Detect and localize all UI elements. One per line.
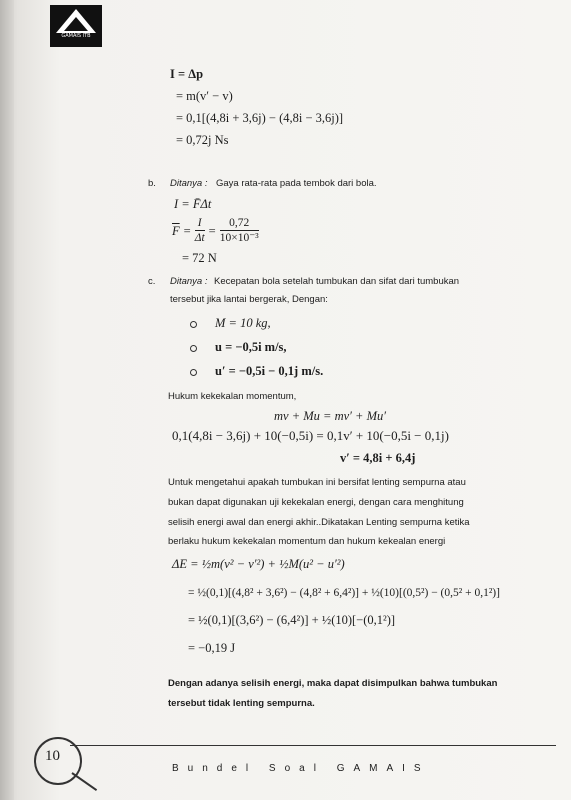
paragraph-line: berlaku hukum kekekalan momentum dan hukum kekealan energi [168,536,446,547]
paragraph-line: Untuk mengetahui apakah tumbukan ini bersifat lenting sempurna atau [168,477,466,488]
energy-eq-2: = ½(0,1)[(4,8² + 3,6²) − (4,8² + 6,4²)] + ½(10)[(0,5²) − (0,5² + 0,1²)] [188,587,500,599]
momentum-substitution: 0,1(4,8i − 3,6j) + 10(−0,5i) = 0,1v′ + 10(−0,5i − 0,1j) [172,428,449,443]
momentum-eq: mv + Mu = mv′ + Mu′ [274,409,386,423]
part-a-line1: I = Δp [170,67,204,81]
energy-eq-3: = ½(0,1)[(3,6²) − (6,4²)] + ½(10)[−(0,1²)] [188,613,396,627]
conclusion-line: Dengan adanya selisih energi, maka dapat disimpulkan bahwa tumbukan [168,678,498,689]
law-title: Hukum kekekalan momentum, [168,391,297,402]
part-b-eq2: $\overline{F}$ = $\frac{I}{\Delta t}$ = $\frac{0,72}{\text{10×10⁻³}}$ [172,217,259,244]
footer-title: Bundel Soal GAMAIS [172,763,430,774]
page-binding [0,0,14,800]
part-b-eq3: = 72 N [182,251,217,265]
part-c-question-2: tersebut jika lantai bergerak, Dengan: [170,294,328,305]
logo-text: GAMAIS ITB [61,33,91,39]
part-b-label: Ditanya : [170,178,208,189]
footer-rule [70,745,556,746]
fraction-values: $\frac{0,72}{\text{10×10⁻³}}$ [219,217,259,244]
bullet-circle-icon [190,345,197,352]
energy-eq-4: = −0,19 J [188,641,236,655]
part-b-question: Gaya rata-rata pada tembok dari bola. [216,178,377,189]
momentum-result: v′ = 4,8i + 6,4j [340,451,416,465]
gamais-logo [50,5,102,47]
part-c-letter: c. [148,276,156,287]
given-item: u = −0,5i m/s, [190,339,287,355]
part-b-letter: b. [148,178,156,189]
force-symbol: $\overline{F}$ [172,223,180,238]
energy-eq-1: ΔE = ½m(v² − v′²) + ½M(u² − u′²) [172,557,345,571]
part-a-line4: = 0,72j Ns [176,133,229,147]
fraction-impulse: $\frac{I}{\Delta t}$ [194,217,205,244]
paragraph-line: selisih energi awal dan energi akhir..Dikatakan Lenting sempurna ketika [168,517,470,528]
bullet-circle-icon [190,321,197,328]
page-number: 10 [45,748,60,764]
part-c-question-1: Kecepatan bola setelah tumbukan dan sifat dari tumbukan [214,276,460,287]
bullet-circle-icon [190,369,197,376]
part-a-line3: = 0,1[(4,8i + 3,6j) − (4,8i − 3,6j)] [176,111,344,125]
part-a-line2: = m(v′ − v) [176,89,233,103]
conclusion-line: tersebut tidak lenting sempurna. [168,698,315,709]
given-item: M = 10 kg, [190,315,271,331]
part-c-label: Ditanya : [170,276,208,287]
part-b-eq1: I = F̄Δt [174,197,212,211]
given-item: u′ = −0,5i − 0,1j m/s. [190,363,323,379]
paragraph-line: bukan dapat digunakan uji kekekalan energi, dengan cara menghitung [168,497,464,508]
